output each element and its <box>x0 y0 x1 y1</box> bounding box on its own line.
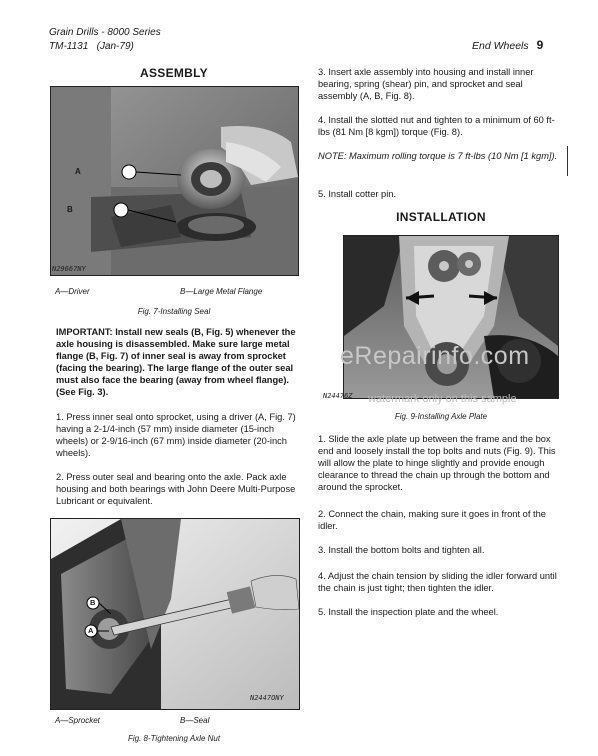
note-margin-bar <box>567 146 568 176</box>
figure-9-photo <box>343 235 559 399</box>
fig8-callout-b: B <box>90 598 96 607</box>
fig7-label-b: B—Large Metal Flange <box>180 287 263 296</box>
fig8-photo-tag: N2447ONY <box>250 694 284 702</box>
fig8-label-b: B—Seal <box>180 716 210 725</box>
fig8-label-a: A—Sprocket <box>55 716 100 725</box>
section-header <box>472 38 543 52</box>
assembly-heading: ASSEMBLY <box>140 66 208 80</box>
fig8-callout-a: A <box>88 626 94 635</box>
assembly-step-5: 5. Install cotter pin. <box>318 189 397 199</box>
assembly-step-2: 2. Press outer seal and bearing onto the axle. Pack axle housing and both bearings with John Deere Multi-Purpose Lubricant or equivalent. <box>56 472 296 506</box>
manual-title: Grain Drills - 8000 Series <box>49 27 161 38</box>
assembly-step-1: 1. Press inner seal onto sprocket, using a driver (A, Fig. 7) having a 2-1/4-inch (57 mm) inside diameter (15-inch wheels) or 2-9/16-inch (67 mm) inside diameter (20-inch wheels). <box>56 412 296 458</box>
assembly-step-3: 3. Insert axle assembly into housing and install inner bearing, spring (shear) pin, and sprocket and seal assembly (A, B, Fig. 8). <box>318 67 534 101</box>
fig7-photo-tag: N29667NY <box>52 265 86 273</box>
watermark-notice: watermark only on this sample <box>368 393 517 405</box>
fig7-callout-a: A <box>75 167 81 176</box>
page-number: 9 <box>536 38 544 52</box>
installation-heading: INSTALLATION <box>396 210 486 224</box>
manual-code: TM-1131 (Jan-79) <box>49 41 134 52</box>
watermark-brand: eRepairinfo.com <box>340 342 530 370</box>
fig7-caption: Fig. 7-Installing Seal <box>137 307 211 316</box>
installation-step-5: 5. Install the inspection plate and the wheel. <box>318 607 499 617</box>
figure-7-photo <box>50 86 299 276</box>
fig8-caption: Fig. 8-Tightening Axle Nut <box>127 734 221 743</box>
fig9-caption: Fig. 9-Installing Axle Plate <box>394 412 488 421</box>
figure-8-photo <box>50 518 300 710</box>
installation-step-3: 3. Install the bottom bolts and tighten all. <box>318 545 485 555</box>
installation-step-2: 2. Connect the chain, making sure it goes in front of the idler. <box>318 509 546 531</box>
fig9-photo-tag: N24476Z <box>323 392 353 400</box>
section-title: End Wheels <box>472 40 529 52</box>
important-notice: IMPORTANT: Install new seals (B, Fig. 5) whenever the axle housing is disassembled. Make sure large metal flange (B, Fig. 7) of inner seal is away from sprocket (facing the bearing). The large flange of the outer seal must also face the bearing (away from wheel flange). (See Fig. 3). <box>56 327 296 397</box>
fig7-callout-b: B <box>67 205 73 214</box>
rolling-torque-note: NOTE: Maximum rolling torque is 7 ft-lbs (10 Nm [1 kgm]). <box>318 151 558 161</box>
assembly-step-4: 4. Install the slotted nut and tighten to a minimum of 60 ft-lbs (81 Nm [8 kgm]) torque (Fig. 8). <box>318 115 555 137</box>
fig7-label-a: A—Driver <box>55 287 90 296</box>
installation-step-1: 1. Slide the axle plate up between the frame and the box end and loosely install the top bolts and nuts (Fig. 9). This will allow the plate to hinge slightly and provide enough clearance to thread the chain up through the bottom and around the sprocket. <box>318 434 556 492</box>
installation-step-4: 4. Adjust the chain tension by sliding the idler forward until the chain is just tight; then tighten the idler. <box>318 571 557 593</box>
